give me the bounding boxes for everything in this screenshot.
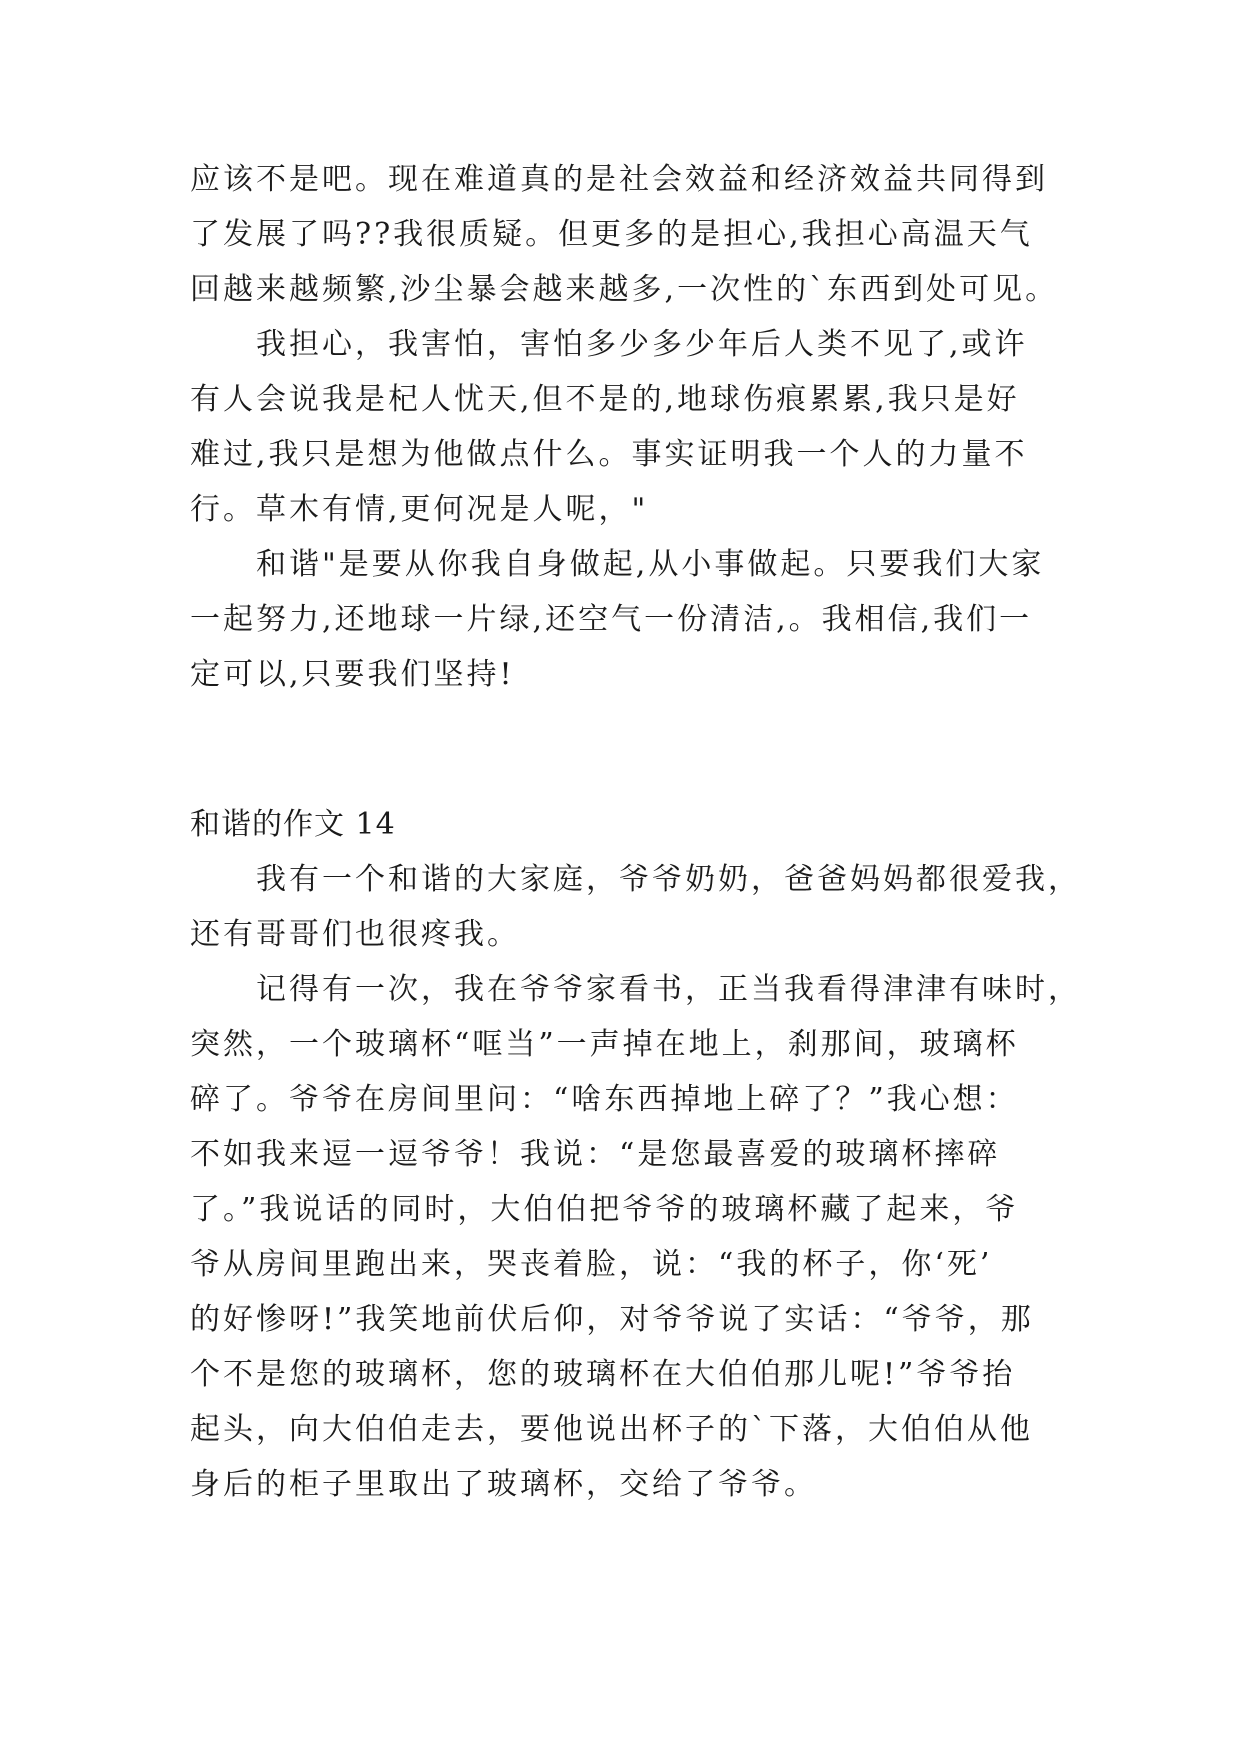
paragraph-line: 突然，一个玻璃杯“哐当”一声掉在地上，刹那间，玻璃杯 bbox=[190, 1027, 1019, 1062]
paragraph-line: 我担心，我害怕，害怕多少多少年后人类不见了,或许 bbox=[256, 327, 1028, 362]
paragraph-line: 记得有一次，我在爷爷家看书，正当我看得津津有味时， bbox=[256, 972, 1081, 1007]
paragraph-line: 了。”我说话的同时，大伯伯把爷爷的玻璃杯藏了起来，爷 bbox=[190, 1192, 1019, 1227]
paragraph-line: 应该不是吧。现在难道真的是社会效益和经济效益共同得到 bbox=[190, 162, 1048, 197]
paragraph-line: 不如我来逗一逗爷爷！我说：“是您最喜爱的玻璃杯摔碎 bbox=[190, 1137, 1001, 1172]
paragraph-line: 了发展了吗??我很质疑。但更多的是担心,我担心高温天气 bbox=[190, 217, 1033, 252]
paragraph-line: 个不是您的玻璃杯，您的玻璃杯在大伯伯那儿呢!”爷爷抬 bbox=[190, 1357, 1016, 1392]
paragraph-line: 爷从房间里跑出来，哭丧着脸，说：“我的杯子，你‘死’ bbox=[190, 1247, 993, 1282]
paragraph-line: 定可以,只要我们坚持! bbox=[190, 657, 515, 692]
section-heading: 和谐的作文 14 bbox=[190, 807, 396, 842]
text-column bbox=[190, 152, 1081, 1512]
paragraph-line: 难过,我只是想为他做点什么。事实证明我一个人的力量不 bbox=[190, 437, 1028, 472]
paragraph-line: 有人会说我是杞人忧天,但不是的,地球伤痕累累,我只是好 bbox=[190, 382, 1020, 417]
paragraph-line: 一起努力,还地球一片绿,还空气一份清洁,。我相信,我们一 bbox=[190, 602, 1033, 637]
paragraph-line: 碎了。爷爷在房间里问：“啥东西掉地上碎了？”我心想： bbox=[190, 1082, 1019, 1117]
paragraph-line: 我有一个和谐的大家庭，爷爷奶奶，爸爸妈妈都很爱我， bbox=[256, 862, 1081, 897]
paragraph-line: 的好惨呀!”我笑地前伏后仰，对爷爷说了实话：“爷爷，那 bbox=[190, 1302, 1034, 1337]
section-spacer bbox=[190, 702, 1070, 797]
paragraph-line: 起头，向大伯伯走去，要他说出杯子的`下落，大伯伯从他 bbox=[190, 1412, 1033, 1447]
paragraph-line: 和谐"是要从你我自身做起,从小事做起。只要我们大家 bbox=[256, 547, 1045, 582]
paragraph-line: 行。草木有情,更何况是人呢，" bbox=[190, 492, 649, 527]
paragraph-line: 回越来越频繁,沙尘暴会越来越多,一次性的`东西到处可见。 bbox=[190, 272, 1059, 307]
paragraph-line: 还有哥哥们也很疼我。 bbox=[190, 917, 520, 952]
paragraph-line: 身后的柜子里取出了玻璃杯，交给了爷爷。 bbox=[190, 1467, 817, 1502]
